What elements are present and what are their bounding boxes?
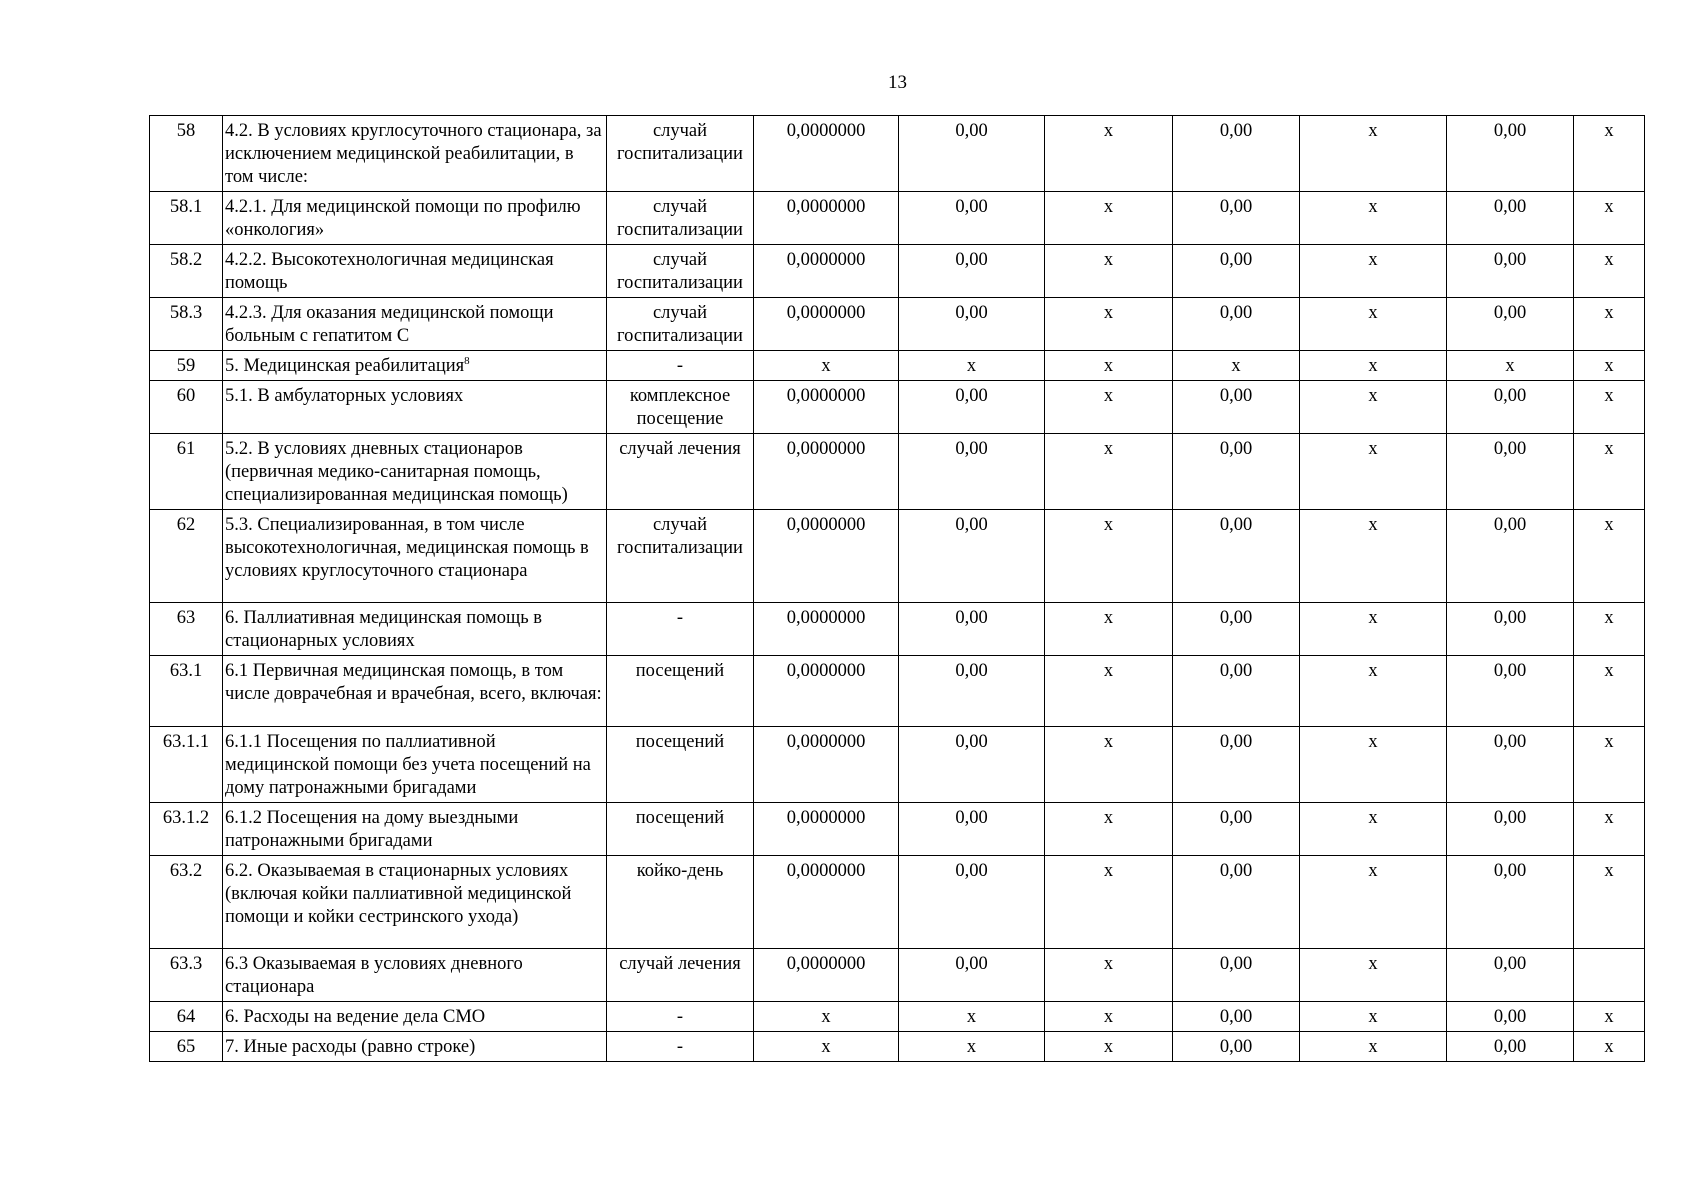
row-value-cell: х — [899, 1032, 1045, 1062]
data-table — [149, 115, 1645, 1062]
row-unit-cell: - — [607, 351, 754, 381]
row-value-cell: х — [1300, 603, 1447, 656]
row-value-cell: х — [1574, 192, 1645, 245]
row-number-cell: 63.3 — [150, 949, 223, 1002]
row-value-cell: х — [1300, 1002, 1447, 1032]
row-number-cell: 58 — [150, 116, 223, 192]
row-value-cell: х — [1045, 381, 1173, 434]
row-name-text: 4.2.2. Высокотехнологичная медицинская помощь — [225, 250, 554, 293]
row-value-cell: х — [1300, 856, 1447, 949]
row-unit-cell: посещений — [607, 803, 754, 856]
row-value-cell: 0,0000000 — [754, 727, 899, 803]
table-row — [150, 949, 1645, 1002]
row-value-cell: 0,0000000 — [754, 656, 899, 727]
row-value-cell: х — [1300, 381, 1447, 434]
row-value-cell: х — [1045, 1032, 1173, 1062]
row-value-cell: 0,00 — [1447, 298, 1574, 351]
row-value-cell: 0,00 — [1447, 381, 1574, 434]
row-value-cell: х — [1045, 803, 1173, 856]
row-value-cell: 0,00 — [1173, 245, 1300, 298]
row-number-cell: 58.2 — [150, 245, 223, 298]
row-number-cell: 58.1 — [150, 192, 223, 245]
row-value-cell: 0,0000000 — [754, 381, 899, 434]
row-value-cell: х — [1574, 245, 1645, 298]
row-value-cell: 0,00 — [899, 510, 1045, 603]
row-unit-cell: - — [607, 603, 754, 656]
row-value-cell: 0,0000000 — [754, 856, 899, 949]
row-unit-cell: - — [607, 1032, 754, 1062]
row-value-cell: 0,0000000 — [754, 245, 899, 298]
row-value-cell: х — [1300, 803, 1447, 856]
row-value-cell: х — [1300, 949, 1447, 1002]
row-value-cell: 0,00 — [1447, 1002, 1574, 1032]
row-unit-cell: случай госпитализации — [607, 510, 754, 603]
row-number-cell: 65 — [150, 1032, 223, 1062]
row-name-cell — [223, 803, 607, 856]
row-name-text: 4.2.3. Для оказания медицинской помощи больным с гепатитом С — [225, 303, 554, 346]
row-value-cell: 0,0000000 — [754, 298, 899, 351]
row-unit-cell: случай госпитализации — [607, 192, 754, 245]
row-value-cell: 0,0000000 — [754, 192, 899, 245]
row-value-cell: 0,00 — [1173, 510, 1300, 603]
row-value-cell: х — [1300, 434, 1447, 510]
row-value-cell: х — [1574, 1032, 1645, 1062]
row-value-cell: 0,00 — [1447, 116, 1574, 192]
row-value-cell: х — [1300, 298, 1447, 351]
table-row — [150, 245, 1645, 298]
row-value-cell: х — [1045, 298, 1173, 351]
row-number-cell: 60 — [150, 381, 223, 434]
row-value-cell: 0,00 — [1447, 803, 1574, 856]
row-value-cell: 0,00 — [899, 656, 1045, 727]
table-row — [150, 298, 1645, 351]
row-value-cell: 0,00 — [1447, 949, 1574, 1002]
row-value-cell: 0,00 — [1173, 727, 1300, 803]
row-value-cell: 0,00 — [1447, 603, 1574, 656]
row-value-cell: 0,00 — [1173, 192, 1300, 245]
table-row — [150, 381, 1645, 434]
row-name-cell — [223, 510, 607, 603]
row-value-cell: 0,00 — [1173, 116, 1300, 192]
row-value-cell: 0,00 — [1173, 856, 1300, 949]
row-value-cell: х — [1045, 510, 1173, 603]
row-number-cell: 63.1.2 — [150, 803, 223, 856]
row-value-cell: 0,00 — [899, 727, 1045, 803]
row-unit-cell: койко-день — [607, 856, 754, 949]
row-value-cell: 0,00 — [899, 116, 1045, 192]
row-name-text: 6.1 Первичная медицинская помощь, в том числе доврачебная и врачебная, всего, включая: — [225, 661, 602, 704]
row-value-cell: х — [1173, 351, 1300, 381]
row-value-cell: х — [1574, 351, 1645, 381]
row-value-cell: х — [1574, 603, 1645, 656]
row-value-cell: 0,0000000 — [754, 603, 899, 656]
row-name-text: 6.3 Оказываемая в условиях дневного стационара — [225, 954, 523, 997]
row-value-cell: х — [1045, 434, 1173, 510]
row-name-cell — [223, 381, 607, 434]
row-value-cell: х — [754, 351, 899, 381]
row-value-cell: х — [1045, 192, 1173, 245]
row-value-cell: х — [1045, 245, 1173, 298]
row-unit-cell: комплексное посещение — [607, 381, 754, 434]
row-value-cell: 0,00 — [1447, 727, 1574, 803]
row-value-cell: х — [1447, 351, 1574, 381]
page-number: 13 — [888, 72, 907, 93]
row-name-cell — [223, 727, 607, 803]
row-value-cell: 0,00 — [1173, 949, 1300, 1002]
row-value-cell: 0,0000000 — [754, 116, 899, 192]
row-unit-cell: случай лечения — [607, 434, 754, 510]
table-row — [150, 856, 1645, 949]
row-name-cell — [223, 656, 607, 727]
row-name-text: 6.1.2 Посещения на дому выездными патронажными бригадами — [225, 808, 519, 851]
row-value-cell: х — [1300, 116, 1447, 192]
row-name-cell — [223, 116, 607, 192]
row-value-cell: х — [1574, 510, 1645, 603]
row-value-cell: 0,00 — [1447, 434, 1574, 510]
row-name-cell — [223, 192, 607, 245]
row-value-cell: 0,0000000 — [754, 949, 899, 1002]
row-value-cell: х — [1300, 727, 1447, 803]
row-name-cell — [223, 434, 607, 510]
row-number-cell: 58.3 — [150, 298, 223, 351]
row-value-cell: х — [1045, 1002, 1173, 1032]
row-value-cell: 0,0000000 — [754, 510, 899, 603]
row-value-cell: 0,00 — [899, 803, 1045, 856]
row-value-cell: 0,00 — [1173, 434, 1300, 510]
row-unit-cell: посещений — [607, 656, 754, 727]
row-name-text: 5.2. В условиях дневных стационаров (первичная медико-санитарная помощь, специализированная медицинская помощь) — [225, 439, 568, 505]
row-name-text: 5.1. В амбулаторных условиях — [225, 386, 464, 406]
row-name-cell — [223, 603, 607, 656]
table-row — [150, 727, 1645, 803]
row-unit-cell: случай госпитализации — [607, 245, 754, 298]
row-value-cell: 0,00 — [1447, 192, 1574, 245]
row-name-cell — [223, 949, 607, 1002]
row-value-cell: 0,00 — [1173, 656, 1300, 727]
row-name-text: 4.2. В условиях круглосуточного стационара, за исключением медицинской реабилитации, в том числе: — [225, 121, 602, 187]
row-value-cell: х — [1300, 510, 1447, 603]
row-value-cell: 0,00 — [1173, 298, 1300, 351]
row-value-cell: 0,00 — [899, 381, 1045, 434]
row-value-cell — [1574, 949, 1645, 1002]
row-name-text: 6.1.1 Посещения по паллиативной медицинской помощи без учета посещений на дому патронажными бригадами — [225, 732, 591, 798]
row-number-cell: 63.2 — [150, 856, 223, 949]
row-value-cell: 0,00 — [899, 856, 1045, 949]
row-name-cell — [223, 351, 607, 381]
row-value-cell: 0,00 — [899, 603, 1045, 656]
row-value-cell: х — [1574, 656, 1645, 727]
row-value-cell: 0,00 — [899, 245, 1045, 298]
row-name-text: 6. Паллиативная медицинская помощь в стационарных условиях — [225, 608, 543, 651]
row-name-text: 6.2. Оказываемая в стационарных условиях (включая койки паллиативной медицинской помощи и койки сестринского ухода) — [225, 861, 572, 927]
table-row — [150, 434, 1645, 510]
table-row — [150, 510, 1645, 603]
row-name-text: 4.2.1. Для медицинской помощи по профилю «онкология» — [225, 197, 581, 240]
row-value-cell: 0,00 — [899, 434, 1045, 510]
table-row — [150, 1002, 1645, 1032]
row-value-cell: х — [1300, 351, 1447, 381]
footnote-marker: 8 — [464, 354, 470, 367]
row-unit-cell: случай госпитализации — [607, 116, 754, 192]
row-value-cell: 0,00 — [1173, 381, 1300, 434]
row-value-cell: 0,00 — [1447, 1032, 1574, 1062]
row-name-text: 7. Иные расходы (равно строке) — [225, 1037, 476, 1057]
row-name-text: 5.3. Специализированная, в том числе высокотехнологичная, медицинская помощь в условиях круглосуточного стационара — [225, 515, 589, 581]
row-name-cell — [223, 856, 607, 949]
row-value-cell: 0,00 — [1447, 245, 1574, 298]
table-row — [150, 192, 1645, 245]
row-value-cell: х — [1300, 1032, 1447, 1062]
row-value-cell: х — [1574, 856, 1645, 949]
row-value-cell: х — [1300, 245, 1447, 298]
row-value-cell: х — [1574, 803, 1645, 856]
row-value-cell: 0,00 — [1173, 1002, 1300, 1032]
row-unit-cell: посещений — [607, 727, 754, 803]
row-value-cell: х — [1574, 1002, 1645, 1032]
row-value-cell: 0,00 — [1173, 1032, 1300, 1062]
row-value-cell: 0,00 — [1447, 510, 1574, 603]
row-value-cell: х — [1574, 298, 1645, 351]
table-row — [150, 116, 1645, 192]
row-value-cell: х — [1045, 856, 1173, 949]
row-value-cell: х — [1045, 656, 1173, 727]
table-body — [150, 116, 1645, 1062]
row-value-cell: х — [899, 1002, 1045, 1032]
row-value-cell: х — [1045, 727, 1173, 803]
row-name-cell — [223, 1032, 607, 1062]
row-value-cell: х — [899, 351, 1045, 381]
row-value-cell: х — [1574, 381, 1645, 434]
row-value-cell: х — [1045, 949, 1173, 1002]
row-value-cell: 0,0000000 — [754, 803, 899, 856]
row-value-cell: х — [1045, 351, 1173, 381]
row-value-cell: х — [1574, 116, 1645, 192]
row-value-cell: 0,00 — [1447, 656, 1574, 727]
table-row — [150, 603, 1645, 656]
row-value-cell: 0,00 — [1173, 803, 1300, 856]
row-value-cell: х — [1574, 434, 1645, 510]
row-value-cell: 0,0000000 — [754, 434, 899, 510]
row-value-cell: х — [1045, 603, 1173, 656]
row-number-cell: 62 — [150, 510, 223, 603]
row-number-cell: 64 — [150, 1002, 223, 1032]
row-name-text: 5. Медицинская реабилитация — [225, 356, 465, 376]
table-row — [150, 1032, 1645, 1062]
row-value-cell: 0,00 — [1447, 856, 1574, 949]
row-name-cell — [223, 1002, 607, 1032]
row-number-cell: 63 — [150, 603, 223, 656]
row-unit-cell: случай лечения — [607, 949, 754, 1002]
row-unit-cell: случай госпитализации — [607, 298, 754, 351]
row-value-cell: х — [1574, 727, 1645, 803]
row-value-cell: х — [1045, 116, 1173, 192]
table-row — [150, 803, 1645, 856]
row-value-cell: 0,00 — [899, 192, 1045, 245]
row-value-cell: 0,00 — [899, 949, 1045, 1002]
row-name-cell — [223, 245, 607, 298]
row-value-cell: х — [1300, 192, 1447, 245]
row-number-cell: 61 — [150, 434, 223, 510]
row-unit-cell: - — [607, 1002, 754, 1032]
table-row — [150, 351, 1645, 381]
row-value-cell: х — [754, 1002, 899, 1032]
table-row — [150, 656, 1645, 727]
row-value-cell: 0,00 — [1173, 603, 1300, 656]
row-number-cell: 59 — [150, 351, 223, 381]
row-number-cell: 63.1 — [150, 656, 223, 727]
row-number-cell: 63.1.1 — [150, 727, 223, 803]
row-value-cell: 0,00 — [899, 298, 1045, 351]
row-name-text: 6. Расходы на ведение дела СМО — [225, 1007, 486, 1027]
row-value-cell: х — [754, 1032, 899, 1062]
row-name-cell — [223, 298, 607, 351]
row-value-cell: х — [1300, 656, 1447, 727]
